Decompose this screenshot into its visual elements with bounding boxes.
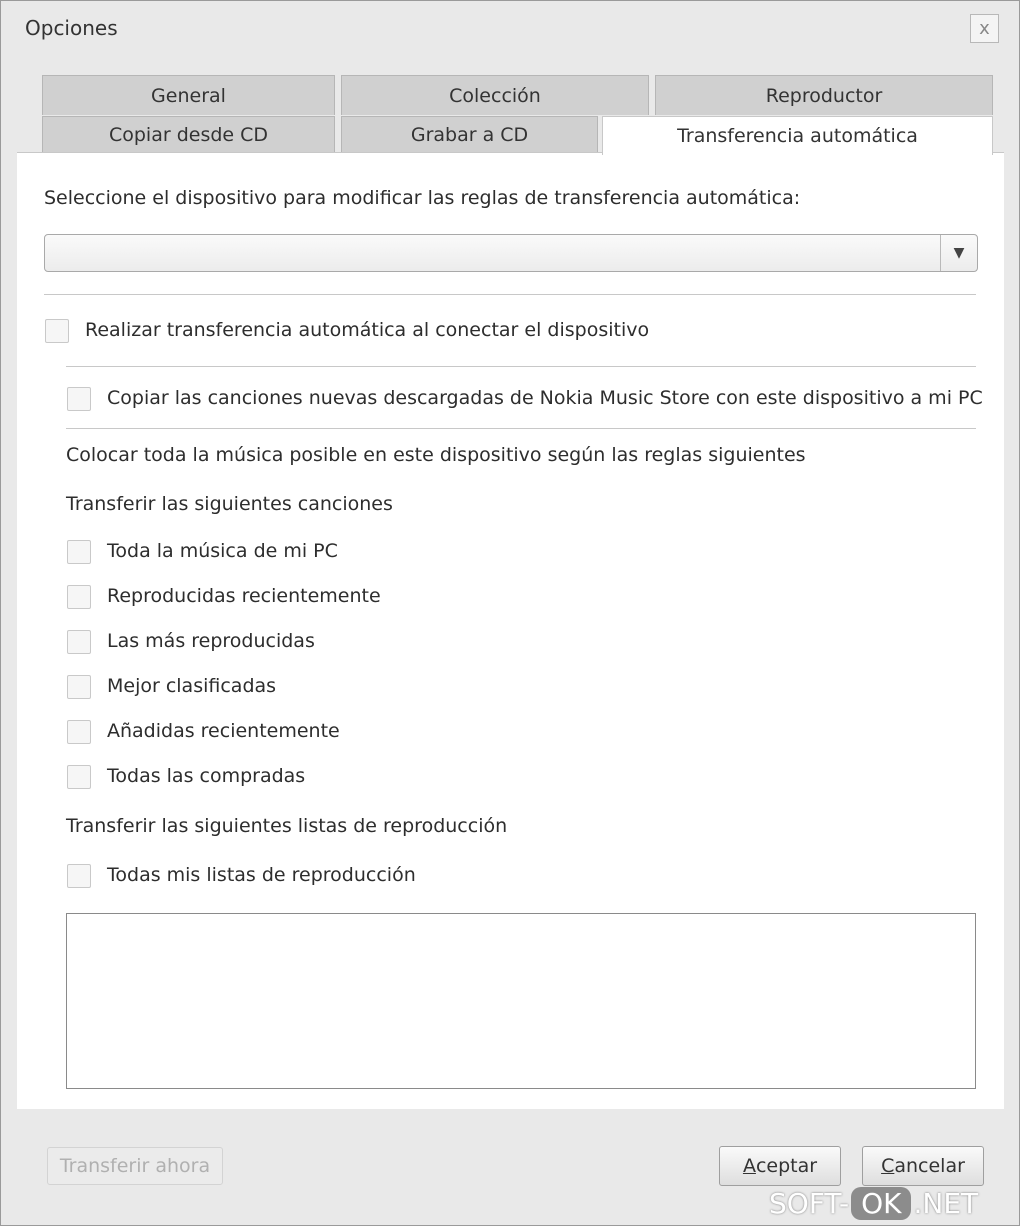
song-rule-label: Reproducidas recientemente: [107, 585, 381, 607]
song-rule-checkbox[interactable]: [67, 675, 91, 699]
cancel-button[interactable]: [862, 1146, 984, 1186]
tab-reproductor[interactable]: Reproductor: [655, 75, 993, 115]
songs-heading: Transferir las siguientes canciones: [66, 493, 393, 515]
watermark: [769, 1181, 978, 1225]
copy-nokia-label: Copiar las canciones nuevas descargadas de Nokia Music Store con este dispositivo a mi PC: [107, 387, 983, 409]
accept-mnemonic: A: [742, 1155, 756, 1177]
tab-grabar-a-cd[interactable]: Grabar a CD: [341, 116, 598, 153]
close-button[interactable]: [970, 14, 999, 43]
watermark-left: SOFT-: [769, 1186, 850, 1220]
watermark-right: .NET: [913, 1186, 979, 1220]
song-rule-checkbox[interactable]: [67, 765, 91, 789]
playlists-listbox[interactable]: [66, 913, 976, 1089]
divider: [44, 294, 976, 295]
dialog-title: Opciones: [25, 16, 118, 40]
cancel-mnemonic: C: [881, 1155, 895, 1177]
device-select-label: Seleccione el dispositivo para modificar las reglas de transferencia automática:: [44, 187, 801, 209]
divider: [66, 428, 976, 429]
all-playlists-checkbox[interactable]: [67, 864, 91, 888]
accept-button[interactable]: [719, 1146, 841, 1186]
song-rule-label: Toda la música de mi PC: [107, 540, 338, 562]
divider: [66, 366, 976, 367]
tab-transferencia-automatica[interactable]: Transferencia automática: [602, 116, 993, 155]
tab-general[interactable]: General: [42, 75, 335, 115]
dropdown-arrow-icon[interactable]: ▼: [940, 235, 977, 271]
auto-transfer-label: Realizar transferencia automática al conectar el dispositivo: [85, 319, 650, 341]
song-rule-label: Mejor clasificadas: [107, 675, 277, 697]
song-rule-label: Añadidas recientemente: [107, 720, 340, 742]
song-rule-label: Las más reproducidas: [107, 630, 315, 652]
auto-transfer-checkbox[interactable]: [45, 319, 69, 343]
song-rule-checkbox[interactable]: [67, 585, 91, 609]
transfer-now-button[interactable]: Transferir ahora: [47, 1147, 223, 1185]
cancel-label: ancelar: [894, 1155, 965, 1177]
copy-nokia-checkbox[interactable]: [67, 387, 91, 411]
place-all-music-text: Colocar toda la música posible en este dispositivo según las reglas siguientes: [66, 444, 806, 466]
close-icon: x: [979, 18, 990, 39]
watermark-ok: OK: [851, 1187, 911, 1220]
accept-label: ceptar: [755, 1155, 818, 1177]
tab-copiar-desde-cd[interactable]: Copiar desde CD: [42, 116, 335, 153]
song-rule-checkbox[interactable]: [67, 540, 91, 564]
all-playlists-label: Todas mis listas de reproducción: [107, 864, 416, 886]
song-rule-checkbox[interactable]: [67, 630, 91, 654]
playlists-heading: Transferir las siguientes listas de reproducción: [66, 815, 508, 837]
song-rule-label: Todas las compradas: [107, 765, 306, 787]
tab-coleccion[interactable]: Colección: [341, 75, 649, 115]
device-select[interactable]: [44, 234, 978, 272]
song-rule-checkbox[interactable]: [67, 720, 91, 744]
